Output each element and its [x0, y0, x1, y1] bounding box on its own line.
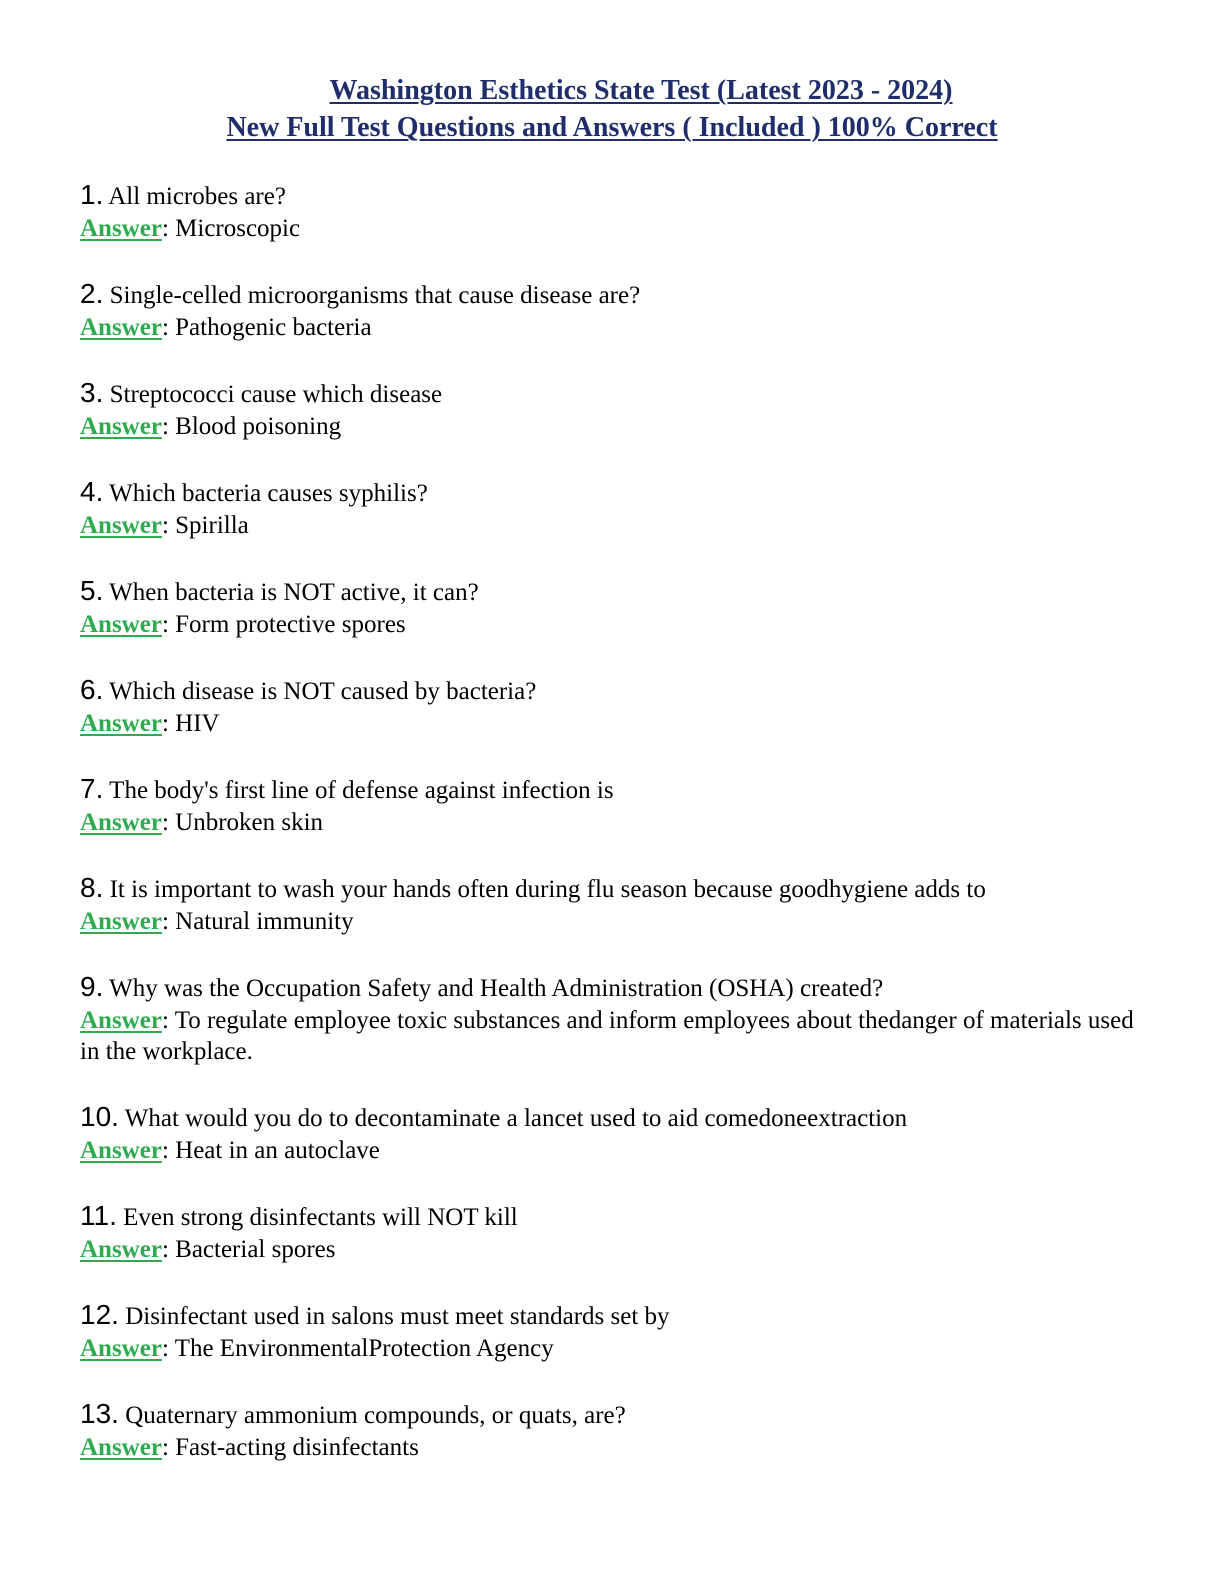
- qa-item: [80, 673, 1140, 739]
- title-line-2: New Full Test Questions and Answers ( Included ) 100% Correct: [226, 112, 998, 143]
- question-text: [80, 1100, 1140, 1135]
- qa-item: [80, 277, 1140, 343]
- question-text: [80, 673, 1140, 708]
- question-number: 11.: [80, 1200, 117, 1231]
- answer-text: Answer: To regulate employee toxic substances and inform employees about thedanger of materials used in the workplace.: [80, 1007, 1134, 1065]
- answer-text: Answer: Microscopic: [80, 215, 301, 242]
- answer-body: The EnvironmentalProtection Agency: [174, 1335, 554, 1362]
- answer-label: Answer: [80, 908, 162, 935]
- answer-text: Answer: Natural immunity: [80, 908, 354, 935]
- question-text: [80, 1199, 1140, 1234]
- answer-body: HIV: [175, 710, 220, 737]
- answer-text: Answer: The EnvironmentalProtection Agency: [80, 1335, 554, 1362]
- question-body: Which bacteria causes syphilis?: [109, 480, 428, 507]
- question-text: [80, 574, 1140, 609]
- question-number: 12.: [80, 1299, 119, 1330]
- answer-text: Answer: Fast-acting disinfectants: [80, 1434, 419, 1461]
- question-body: All microbes are?: [108, 183, 286, 210]
- answer-body: Bacterial spores: [175, 1236, 336, 1263]
- question-text: [80, 1397, 1140, 1432]
- question-number: 4.: [80, 476, 104, 507]
- answer-body: Fast-acting disinfectants: [175, 1434, 419, 1461]
- question-text: [80, 475, 1140, 510]
- answer-label: Answer: [80, 1236, 162, 1263]
- answer-text: Answer: Unbroken skin: [80, 809, 324, 836]
- question-text: [80, 376, 1140, 411]
- qa-item: [80, 1298, 1140, 1364]
- answer-body: Blood poisoning: [175, 413, 342, 440]
- qa-item: [80, 871, 1140, 937]
- question-body: Quaternary ammonium compounds, or quats, are?: [125, 1402, 626, 1429]
- answer-text: Answer: Form protective spores: [80, 611, 406, 638]
- question-body: Even strong disinfectants will NOT kill: [123, 1204, 518, 1231]
- question-body: Disinfectant used in salons must meet standards set by: [125, 1303, 670, 1330]
- question-text: [80, 970, 1140, 1005]
- document-title: [0, 72, 1224, 146]
- question-number: 2.: [80, 278, 104, 309]
- qa-item: [80, 475, 1140, 541]
- question-text: [80, 1298, 1140, 1333]
- answer-label: Answer: [80, 1434, 162, 1461]
- answer-body: Microscopic: [175, 215, 301, 242]
- answer-text: Answer: Blood poisoning: [80, 413, 342, 440]
- question-number: 1.: [80, 179, 104, 210]
- question-body: Why was the Occupation Safety and Health Administration (OSHA) created?: [109, 975, 884, 1002]
- qa-item: [80, 574, 1140, 640]
- qa-item: [80, 970, 1140, 1067]
- question-body: The body's first line of defense against infection is: [109, 777, 614, 804]
- question-number: 8.: [80, 872, 104, 903]
- answer-label: Answer: [80, 611, 162, 638]
- qa-item: [80, 1100, 1140, 1166]
- qa-item: [80, 376, 1140, 442]
- question-number: 13.: [80, 1398, 119, 1429]
- answer-body: Unbroken skin: [175, 809, 324, 836]
- question-body: What would you do to decontaminate a lancet used to aid comedoneextraction: [124, 1105, 908, 1132]
- answer-label: Answer: [80, 710, 162, 737]
- title-line-1: Washington Esthetics State Test (Latest 2023 - 2024): [329, 75, 953, 106]
- question-number: 6.: [80, 674, 104, 705]
- answer-text: Answer: Bacterial spores: [80, 1236, 336, 1263]
- answer-body: Form protective spores: [175, 611, 406, 638]
- question-number: 5.: [80, 575, 104, 606]
- answer-label: Answer: [80, 1335, 162, 1362]
- answer-body: To regulate employee toxic substances and inform employees about thedanger of materials used in the workplace.: [80, 1007, 1134, 1065]
- qa-item: [80, 1199, 1140, 1265]
- answer-label: Answer: [80, 809, 162, 836]
- answer-body: Heat in an autoclave: [175, 1137, 380, 1164]
- answer-body: Pathogenic bacteria: [175, 314, 372, 341]
- answer-text: Answer: Spirilla: [80, 512, 249, 539]
- answer-label: Answer: [80, 413, 162, 440]
- question-text: [80, 871, 1140, 906]
- question-body: When bacteria is NOT active, it can?: [109, 579, 479, 606]
- question-number: 7.: [80, 773, 104, 804]
- answer-body: Spirilla: [175, 512, 249, 539]
- question-text: [80, 772, 1140, 807]
- question-body: It is important to wash your hands often during flu season because goodhygiene adds to: [109, 876, 986, 903]
- question-number: 10.: [80, 1101, 119, 1132]
- question-number: 9.: [80, 971, 104, 1002]
- qa-item: [80, 772, 1140, 838]
- answer-text: Answer: Heat in an autoclave: [80, 1137, 380, 1164]
- answer-label: Answer: [80, 1007, 162, 1034]
- qa-item: [80, 1397, 1140, 1463]
- question-text: [80, 277, 1140, 312]
- question-number: 3.: [80, 377, 104, 408]
- answer-text: Answer: HIV: [80, 710, 220, 737]
- answer-text: Answer: Pathogenic bacteria: [80, 314, 372, 341]
- question-body: Streptococci cause which disease: [109, 381, 443, 408]
- answer-body: Natural immunity: [175, 908, 354, 935]
- question-body: Single-celled microorganisms that cause disease are?: [109, 282, 641, 309]
- question-body: Which disease is NOT caused by bacteria?: [109, 678, 537, 705]
- question-list: [80, 178, 1140, 1496]
- answer-label: Answer: [80, 314, 162, 341]
- qa-item: [80, 178, 1140, 244]
- answer-label: Answer: [80, 1137, 162, 1164]
- question-text: [80, 178, 1140, 213]
- answer-label: Answer: [80, 215, 162, 242]
- answer-label: Answer: [80, 512, 162, 539]
